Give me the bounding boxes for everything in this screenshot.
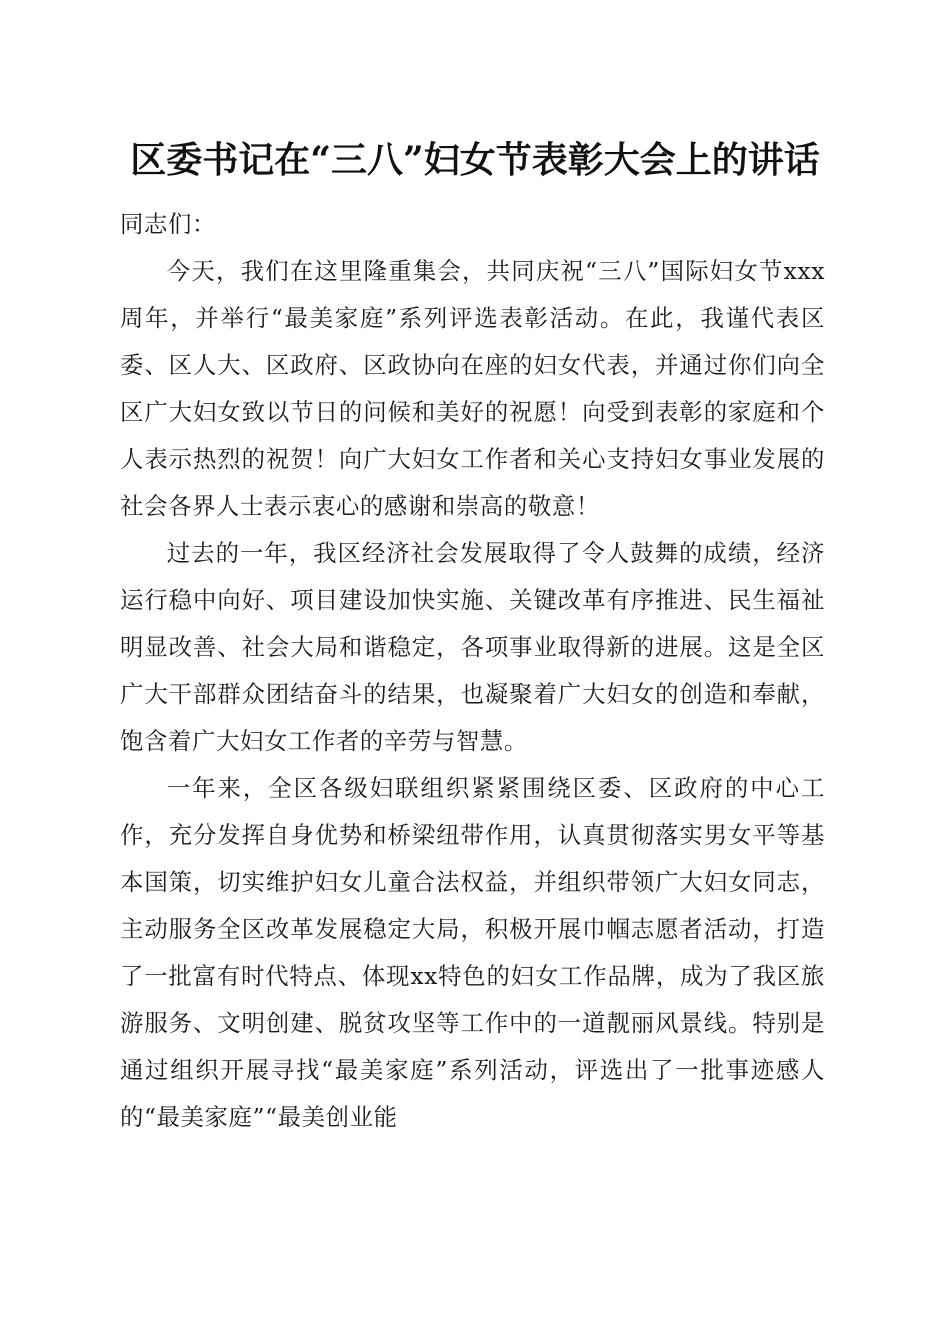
salutation: 同志们： <box>120 210 216 238</box>
document-body <box>120 201 825 1141</box>
paragraph-past-year: 过去的一年，我区经济社会发展取得了令人鼓舞的成绩，经济运行稳中向好、项目建设加快实施、关键改革有序推进、民生福祉明显改善、社会大局和谐稳定，各项事业取得新的进展。这是全区广大干部群众团结奋斗的结果，也凝聚着广大妇女的创造和奉献，饱含着广大妇女工作者的辛劳与智慧。 <box>120 539 825 755</box>
paragraph-womens-federation: 一年来，全区各级妇联组织紧紧围绕区委、区政府的中心工作，充分发挥自身优势和桥梁纽带作用，认真贯彻落实男女平等基本国策，切实维护妇女儿童合法权益，并组织带领广大妇女同志，主动服务全区改革发展稳定大局，积极开展巾帼志愿者活动，打造了一批富有时代特点、体现xx特色的妇女工作品牌，成为了我区旅游服务、文明创建、脱贫攻坚等工作中的一道靓丽风景线。特别是通过组织开展寻找“最美家庭”系列活动，评选出了一批事迹感人的“最美家庭”“最美创业能 <box>120 774 825 1131</box>
paragraph-opening: 今天，我们在这里隆重集会，共同庆祝“三八”国际妇女节xxx周年，并举行“最美家庭”系列评选表彰活动。在此，我谨代表区委、区人大、区政府、区政协向在座的妇女代表，并通过你们向全区广大妇女致以节日的问候和美好的祝愿！向受到表彰的家庭和个人表示热烈的祝贺！向广大妇女工作者和关心支持妇女事业发展的社会各界人士表示衷心的感谢和崇高的敬意！ <box>120 257 825 520</box>
document-title: 区委书记在“三八”妇女节表彰大会上的讲话 <box>130 139 820 181</box>
